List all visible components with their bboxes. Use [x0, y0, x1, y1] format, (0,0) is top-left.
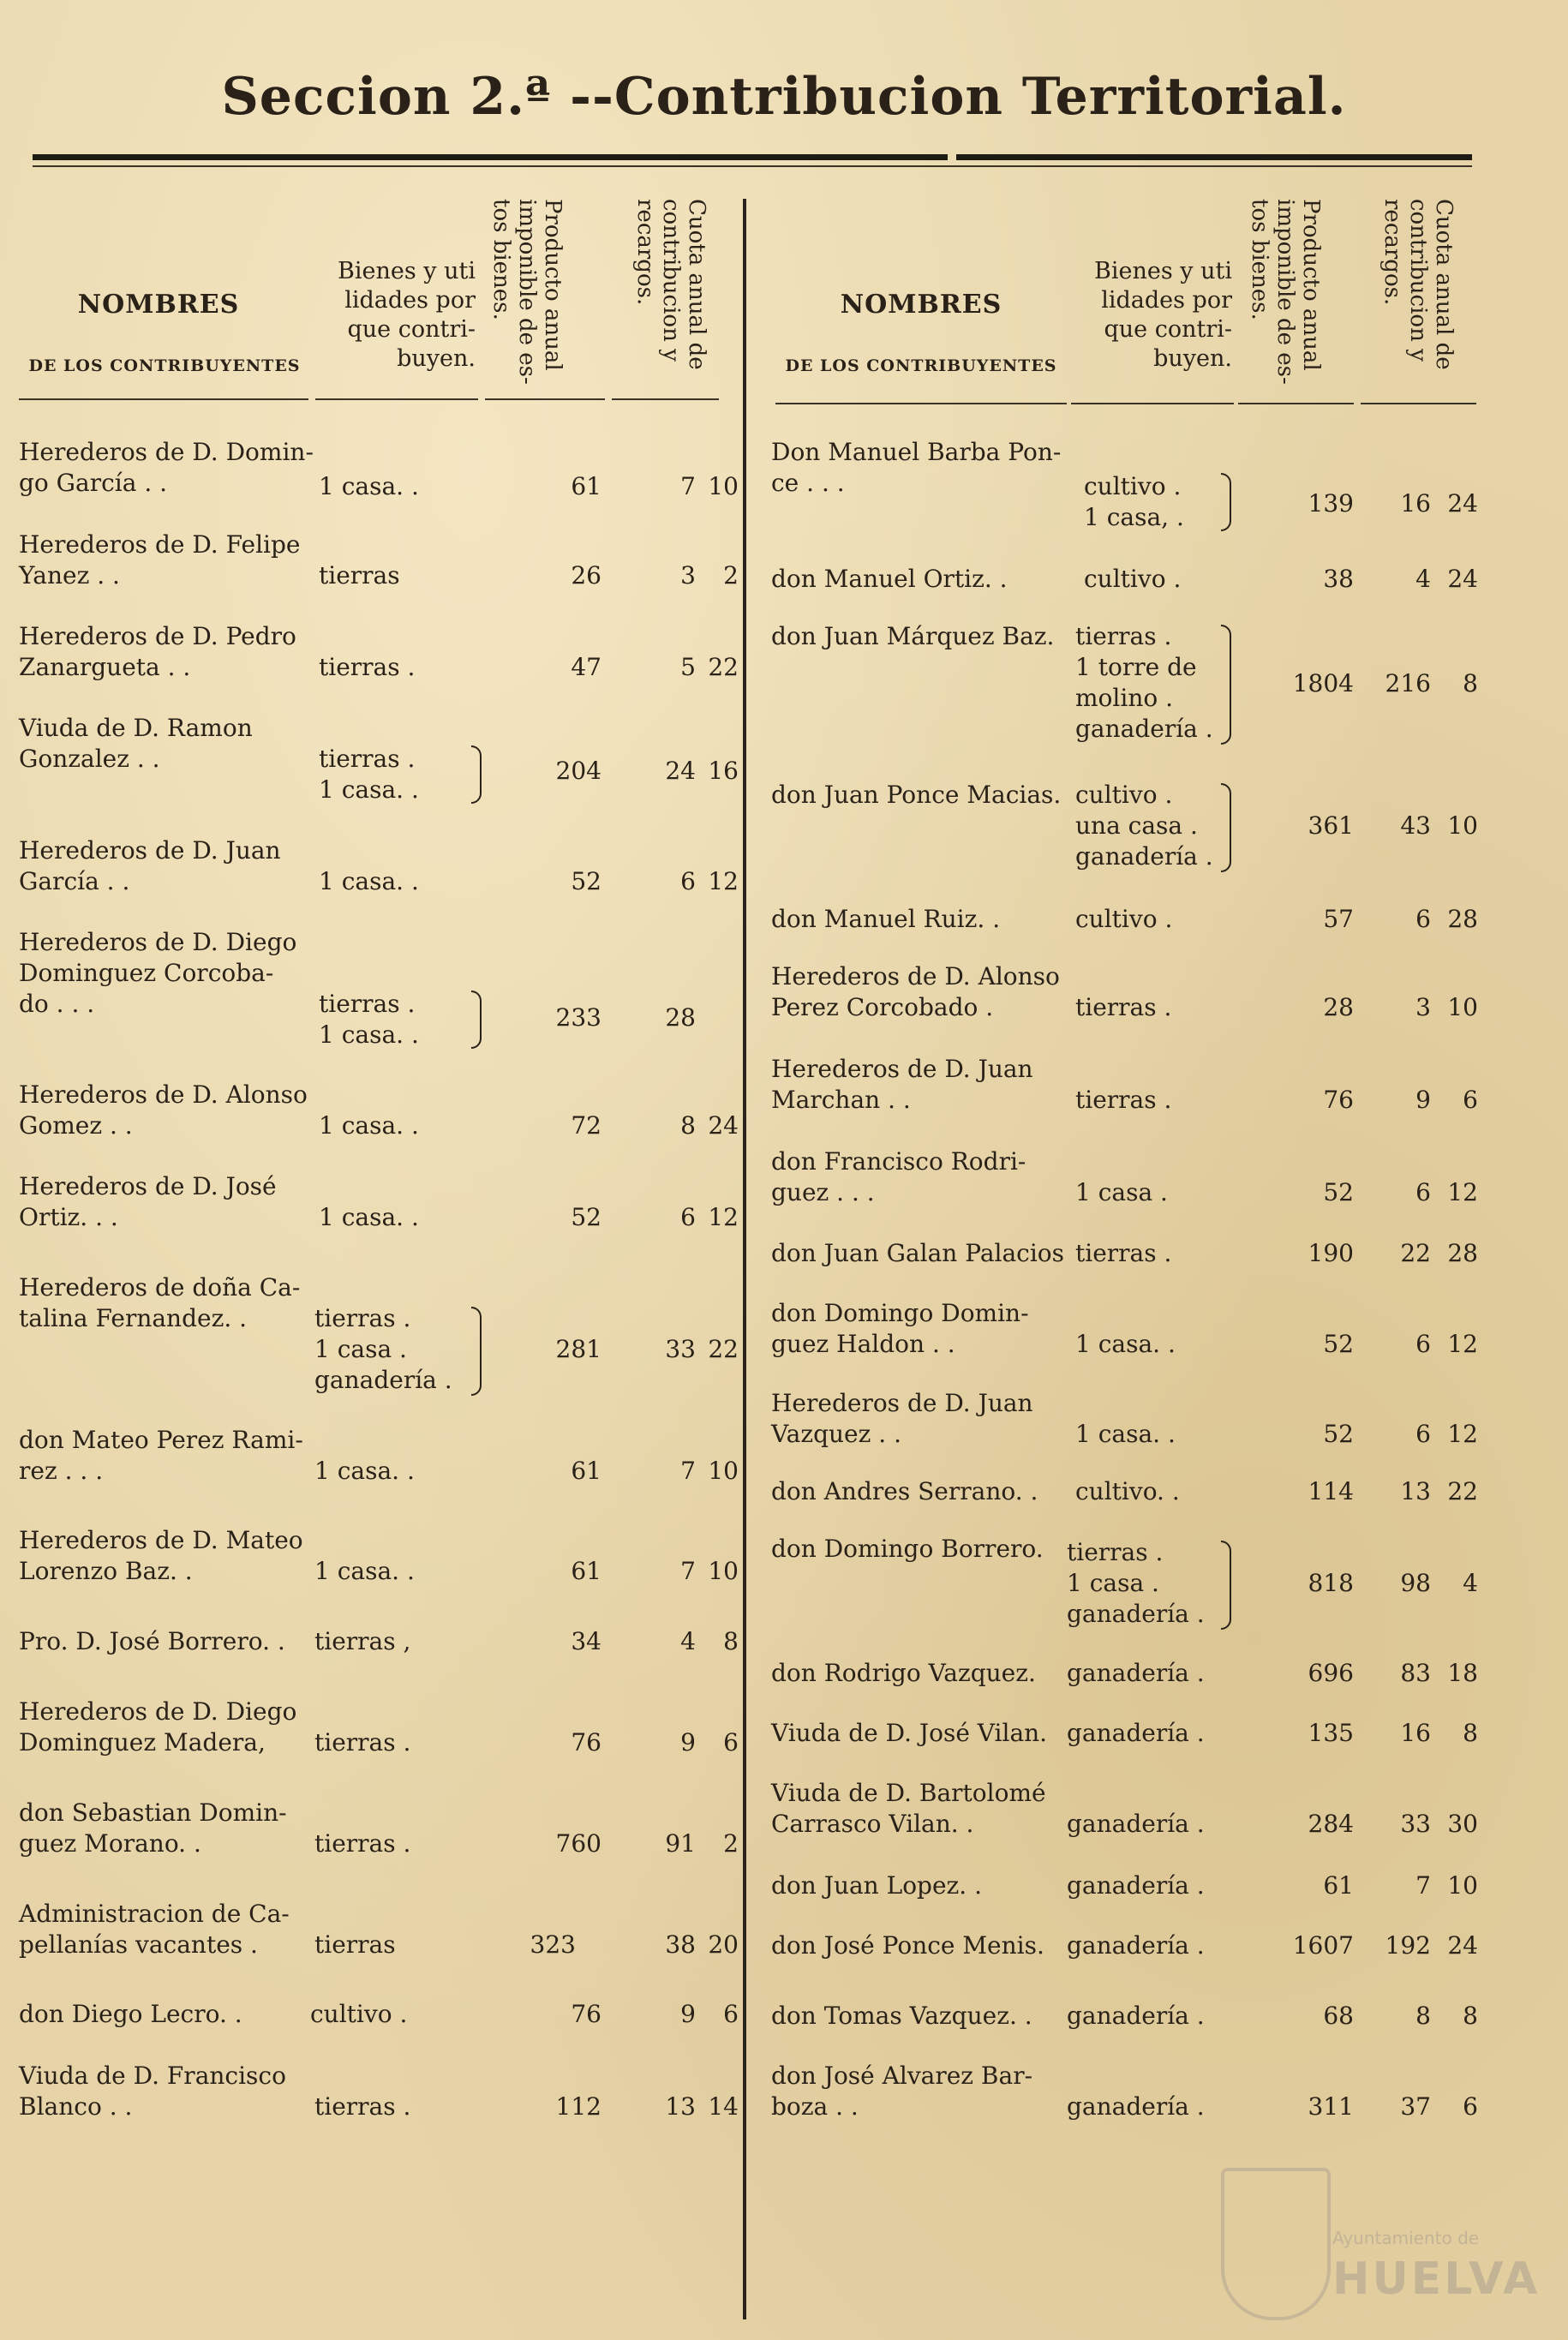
property-items: 1 casa. .: [319, 472, 419, 500]
cuota-reales: 6: [1415, 1330, 1431, 1358]
property-items: cultivo .: [310, 2000, 408, 2028]
producto-value: 52: [1323, 1330, 1354, 1358]
producto-value: 47: [571, 653, 601, 681]
property-items: 1 casa. .: [314, 1557, 415, 1585]
left-header-names-sub: DE LOS CONTRIBUYENTES: [28, 356, 301, 375]
cuota-reales: 37: [1400, 2092, 1431, 2121]
producto-value: 61: [571, 1457, 601, 1485]
property-items: tierras ,: [314, 1627, 411, 1655]
contributor-name: don Sebastian Domin- guez Morano. .: [19, 1798, 287, 1858]
cuota-reales: 43: [1400, 811, 1431, 840]
producto-value: 52: [1323, 1178, 1354, 1206]
property-items: tierras . 1 casa . ganadería .: [1067, 1538, 1205, 1628]
producto-value: 284: [1308, 1810, 1354, 1838]
producto-value: 76: [1323, 1086, 1354, 1114]
cuota-reales: 16: [1400, 1719, 1431, 1747]
cuota-maravedis: 24: [1447, 1931, 1478, 1960]
cuota-reales: 13: [665, 2092, 696, 2121]
contributor-name: don Rodrigo Vazquez.: [771, 1659, 1036, 1687]
right-header-rule-3: [1238, 403, 1354, 404]
property-items: ganadería .: [1067, 1719, 1205, 1747]
property-items: 1 casa .: [1075, 1178, 1168, 1206]
contributor-name: don Juan Márquez Baz.: [771, 622, 1055, 650]
cuota-maravedis: 12: [708, 867, 739, 895]
producto-value: 112: [555, 2092, 601, 2121]
contributor-name: don Tomas Vazquez. .: [771, 2002, 1032, 2030]
contributor-name: Viuda de D. Bartolomé Carrasco Vilan. .: [771, 1779, 1046, 1838]
left-header-names: NOMBRES: [77, 290, 240, 320]
property-items: tierras .: [1075, 1086, 1172, 1114]
producto-value: 61: [571, 1557, 601, 1585]
producto-value: 281: [555, 1335, 601, 1363]
cuota-reales: 33: [1400, 1810, 1431, 1838]
property-items: tierras: [319, 561, 400, 589]
property-items: cultivo. .: [1075, 1477, 1180, 1505]
cuota-maravedis: 10: [708, 1557, 739, 1585]
contributor-name: don Juan Lopez. .: [771, 1871, 982, 1900]
cuota-reales: 192: [1385, 1931, 1431, 1960]
cuota-maravedis: 14: [708, 2092, 739, 2121]
property-items: cultivo .: [1075, 905, 1173, 933]
contributor-name: don Francisco Rodri- guez . . .: [771, 1147, 1026, 1206]
producto-value: 696: [1308, 1659, 1354, 1687]
contributor-name: Herederos de D. Diego Dominguez Corcoba- do . . .: [19, 928, 297, 1018]
property-items: ganadería .: [1067, 1810, 1205, 1838]
property-items: cultivo . una casa . ganadería .: [1075, 781, 1213, 871]
cuota-maravedis: 28: [1447, 1239, 1478, 1267]
contributor-name: don Juan Galan Palacios: [771, 1239, 1065, 1267]
cuota-maravedis: 24: [1447, 565, 1478, 593]
property-items: cultivo .: [1084, 565, 1182, 593]
contributor-name: Pro. D. José Borrero. .: [19, 1627, 285, 1655]
cuota-maravedis: 10: [708, 472, 739, 500]
property-items: ganadería .: [1067, 1931, 1205, 1960]
property-items: tierras .: [1075, 1239, 1172, 1267]
property-items: ganadería .: [1067, 1659, 1205, 1687]
cuota-maravedis: 20: [708, 1930, 739, 1959]
left-header-rule-3: [485, 398, 605, 400]
contributor-name: Herederos de doña Ca- talina Fernandez. .: [19, 1273, 301, 1332]
producto-value: 311: [1308, 2092, 1354, 2121]
contributor-name: don Juan Ponce Macias.: [771, 781, 1062, 809]
producto-value: 1607: [1292, 1931, 1354, 1960]
cuota-reales: 22: [1400, 1239, 1431, 1267]
left-header-rule-2: [315, 398, 478, 400]
producto-value: 57: [1323, 905, 1354, 933]
watermark-line2: HUELVA: [1332, 2253, 1541, 2305]
producto-value: 52: [1323, 1420, 1354, 1448]
cuota-reales: 6: [1415, 905, 1431, 933]
property-items: ganadería .: [1067, 2002, 1205, 2030]
watermark-line1: Ayuntamiento de: [1332, 2228, 1480, 2248]
grouping-brace: [471, 990, 482, 1049]
cuota-reales: 7: [680, 1457, 696, 1485]
cuota-maravedis: 10: [1447, 811, 1478, 840]
contributor-name: Viuda de D. Francisco Blanco . .: [19, 2062, 286, 2121]
cuota-maravedis: 6: [1463, 1086, 1478, 1114]
cuota-maravedis: 8: [1463, 2002, 1478, 2030]
producto-value: 26: [571, 561, 601, 589]
cuota-maravedis: 2: [723, 561, 739, 589]
cuota-maravedis: 10: [1447, 993, 1478, 1021]
cuota-reales: 8: [1415, 2002, 1431, 2030]
cuota-reales: 13: [1400, 1477, 1431, 1505]
property-items: ganadería .: [1067, 2092, 1205, 2121]
producto-value: 68: [1323, 2002, 1354, 2030]
cuota-maravedis: 8: [1463, 1719, 1478, 1747]
property-items: tierras .: [314, 1829, 411, 1858]
cuota-reales: 216: [1385, 669, 1431, 697]
producto-value: 818: [1308, 1569, 1354, 1597]
right-header-rule-1: [775, 403, 1067, 404]
cuota-maravedis: 24: [708, 1111, 739, 1140]
cuota-maravedis: 10: [1447, 1871, 1478, 1900]
contributor-name: don Domingo Borrero.: [771, 1535, 1044, 1563]
contributor-name: Herederos de D. Pedro Zanargueta . .: [19, 622, 296, 681]
producto-value: 28: [1323, 993, 1354, 1021]
cuota-reales: 38: [665, 1930, 696, 1959]
cuota-maravedis: 8: [723, 1627, 739, 1655]
cuota-reales: 7: [680, 472, 696, 500]
property-items: tierras .: [319, 653, 416, 681]
coat-of-arms-icon: [1221, 2168, 1331, 2320]
cuota-reales: 8: [680, 1111, 696, 1140]
cuota-maravedis: 18: [1447, 1659, 1478, 1687]
right-header-bienes: Bienes y uti lidades por que contri- buyen.: [1094, 258, 1232, 372]
producto-value: 139: [1308, 489, 1354, 518]
contributor-name: Herederos de D. Alonso Gomez . .: [19, 1080, 308, 1140]
cuota-reales: 4: [1415, 565, 1431, 593]
cuota-reales: 6: [1415, 1420, 1431, 1448]
property-items: 1 casa. .: [319, 1203, 419, 1231]
property-items: tierras . 1 casa. .: [319, 990, 419, 1049]
producto-value: 1804: [1292, 669, 1354, 697]
cuota-maravedis: 6: [1463, 2092, 1478, 2121]
title-rule-thin: [33, 165, 1472, 167]
cuota-reales: 24: [665, 757, 696, 785]
contributor-name: Don Manuel Barba Pon- ce . . .: [771, 438, 1062, 497]
grouping-brace: [1221, 473, 1231, 531]
contributor-name: don Mateo Perez Rami- rez . . .: [19, 1426, 303, 1485]
property-items: 1 casa. .: [319, 867, 419, 895]
producto-value: 38: [1323, 565, 1354, 593]
cuota-maravedis: 22: [1447, 1477, 1478, 1505]
property-items: 1 casa. .: [1075, 1420, 1176, 1448]
producto-value: 52: [571, 1203, 601, 1231]
grouping-brace: [1221, 625, 1231, 745]
producto-value: 61: [571, 472, 601, 500]
cuota-maravedis: 30: [1447, 1810, 1478, 1838]
right-header-names: NOMBRES: [840, 290, 1002, 320]
contributor-name: don Diego Lecro. .: [19, 2000, 242, 2028]
cuota-maravedis: 6: [723, 1728, 739, 1756]
producto-value: 34: [571, 1627, 601, 1655]
producto-value: 323: [530, 1930, 576, 1959]
property-items: tierras . 1 torre de molino . ganadería .: [1075, 622, 1213, 743]
cuota-reales: 4: [680, 1627, 696, 1655]
property-items: tierras .: [314, 1728, 411, 1756]
contributor-name: don José Alvarez Bar- boza . .: [771, 2062, 1033, 2121]
cuota-reales: 6: [680, 1203, 696, 1231]
cuota-reales: 33: [665, 1335, 696, 1363]
cuota-reales: 16: [1400, 489, 1431, 518]
producto-value: 52: [571, 867, 601, 895]
contributor-name: don Manuel Ortiz. .: [771, 565, 1008, 593]
cuota-reales: 5: [680, 653, 696, 681]
contributor-name: don Andres Serrano. .: [771, 1477, 1038, 1505]
producto-value: 76: [571, 2000, 601, 2028]
grouping-brace: [1221, 1541, 1231, 1630]
contributor-name: Herederos de D. José Ortiz. . .: [19, 1172, 277, 1231]
right-header-producto: Producto anual imponible de es- tos bienes.: [1247, 199, 1324, 385]
property-items: tierras . 1 casa. .: [319, 745, 419, 804]
producto-value: 204: [555, 757, 601, 785]
cuota-reales: 91: [665, 1829, 696, 1858]
producto-value: 61: [1323, 1871, 1354, 1900]
cuota-reales: 9: [680, 1728, 696, 1756]
producto-value: 760: [555, 1829, 601, 1858]
contributor-name: Viuda de D. Ramon Gonzalez . .: [19, 714, 253, 773]
contributor-name: Herederos de D. Mateo Lorenzo Baz. .: [19, 1526, 303, 1585]
cuota-reales: 3: [680, 561, 696, 589]
cuota-maravedis: 8: [1463, 669, 1478, 697]
right-header-rule-2: [1071, 403, 1234, 404]
cuota-reales: 6: [680, 867, 696, 895]
cuota-maravedis: 6: [723, 2000, 739, 2028]
contributor-name: Herederos de D. Juan Marchan . .: [771, 1055, 1033, 1114]
property-items: 1 casa. .: [1075, 1330, 1176, 1358]
property-items: ganadería .: [1067, 1871, 1205, 1900]
contributor-name: Viuda de D. José Vilan.: [771, 1719, 1048, 1747]
left-header-cuota: Cuota anual de contribucion y recargos.: [632, 199, 709, 370]
producto-value: 190: [1308, 1239, 1354, 1267]
producto-value: 76: [571, 1728, 601, 1756]
cuota-maravedis: 12: [708, 1203, 739, 1231]
cuota-reales: 7: [680, 1557, 696, 1585]
cuota-maravedis: 2: [723, 1829, 739, 1858]
cuota-maravedis: 22: [708, 653, 739, 681]
contributor-name: don José Ponce Menis.: [771, 1931, 1044, 1960]
title-rule-right: [956, 154, 1472, 160]
cuota-reales: 6: [1415, 1178, 1431, 1206]
cuota-reales: 83: [1400, 1659, 1431, 1687]
property-items: tierras .: [314, 2092, 411, 2121]
contributor-name: Herederos de D. Felipe Yanez . .: [19, 530, 301, 589]
page-title: Seccion 2.ª --Contribucion Territorial.: [221, 67, 1347, 127]
left-header-producto: Producto anual imponible de es- tos bienes.: [488, 199, 566, 385]
right-header-names-sub: DE LOS CONTRIBUYENTES: [785, 356, 1057, 375]
left-header-bienes: Bienes y uti lidades por que contri- buyen.: [338, 258, 476, 372]
property-items: 1 casa. .: [314, 1457, 415, 1485]
producto-value: 233: [555, 1003, 601, 1032]
property-items: tierras: [314, 1930, 396, 1959]
property-items: tierras . 1 casa . ganadería .: [314, 1304, 452, 1394]
cuota-reales: 7: [1415, 1871, 1431, 1900]
contributor-name: don Domingo Domin- guez Haldon . .: [771, 1299, 1029, 1358]
property-items: 1 casa. .: [319, 1111, 419, 1140]
cuota-reales: 9: [1415, 1086, 1431, 1114]
right-header-cuota: Cuota anual de contribucion y recargos.: [1379, 199, 1457, 370]
producto-value: 361: [1308, 811, 1354, 840]
contributor-name: Administracion de Ca- pellanías vacantes .: [19, 1900, 290, 1959]
title-rule-left: [33, 154, 948, 160]
right-header-rule-4: [1361, 403, 1476, 404]
cuota-maravedis: 24: [1447, 489, 1478, 518]
cuota-reales: 28: [665, 1003, 696, 1032]
grouping-brace: [1221, 783, 1231, 872]
cuota-maravedis: 22: [708, 1335, 739, 1363]
producto-value: 114: [1308, 1477, 1354, 1505]
cuota-maravedis: 10: [708, 1457, 739, 1485]
contributor-name: Herederos de D. Domin- go García . .: [19, 438, 314, 497]
contributor-name: Herederos de D. Juan García . .: [19, 836, 281, 895]
cuota-reales: 98: [1400, 1569, 1431, 1597]
property-items: cultivo . 1 casa, .: [1084, 472, 1184, 531]
archive-watermark: [1221, 2168, 1541, 2331]
property-items: tierras .: [1075, 993, 1172, 1021]
cuota-maravedis: 12: [1447, 1330, 1478, 1358]
producto-value: 135: [1308, 1719, 1354, 1747]
contributor-name: don Manuel Ruiz. .: [771, 905, 1001, 933]
cuota-maravedis: 12: [1447, 1178, 1478, 1206]
column-divider: [743, 199, 746, 2319]
contributor-name: Herederos de D. Diego Dominguez Madera,: [19, 1697, 297, 1756]
cuota-maravedis: 28: [1447, 905, 1478, 933]
cuota-maravedis: 12: [1447, 1420, 1478, 1448]
cuota-maravedis: 4: [1463, 1569, 1478, 1597]
cuota-maravedis: 16: [708, 757, 739, 785]
cuota-reales: 9: [680, 2000, 696, 2028]
contributor-name: Herederos de D. Alonso Perez Corcobado .: [771, 962, 1060, 1021]
cuota-reales: 3: [1415, 993, 1431, 1021]
left-header-rule-1: [19, 398, 308, 400]
producto-value: 72: [571, 1111, 601, 1140]
left-header-rule-4: [612, 398, 719, 400]
grouping-brace: [471, 1307, 482, 1396]
grouping-brace: [471, 745, 482, 804]
contributor-name: Herederos de D. Juan Vazquez . .: [771, 1389, 1033, 1448]
